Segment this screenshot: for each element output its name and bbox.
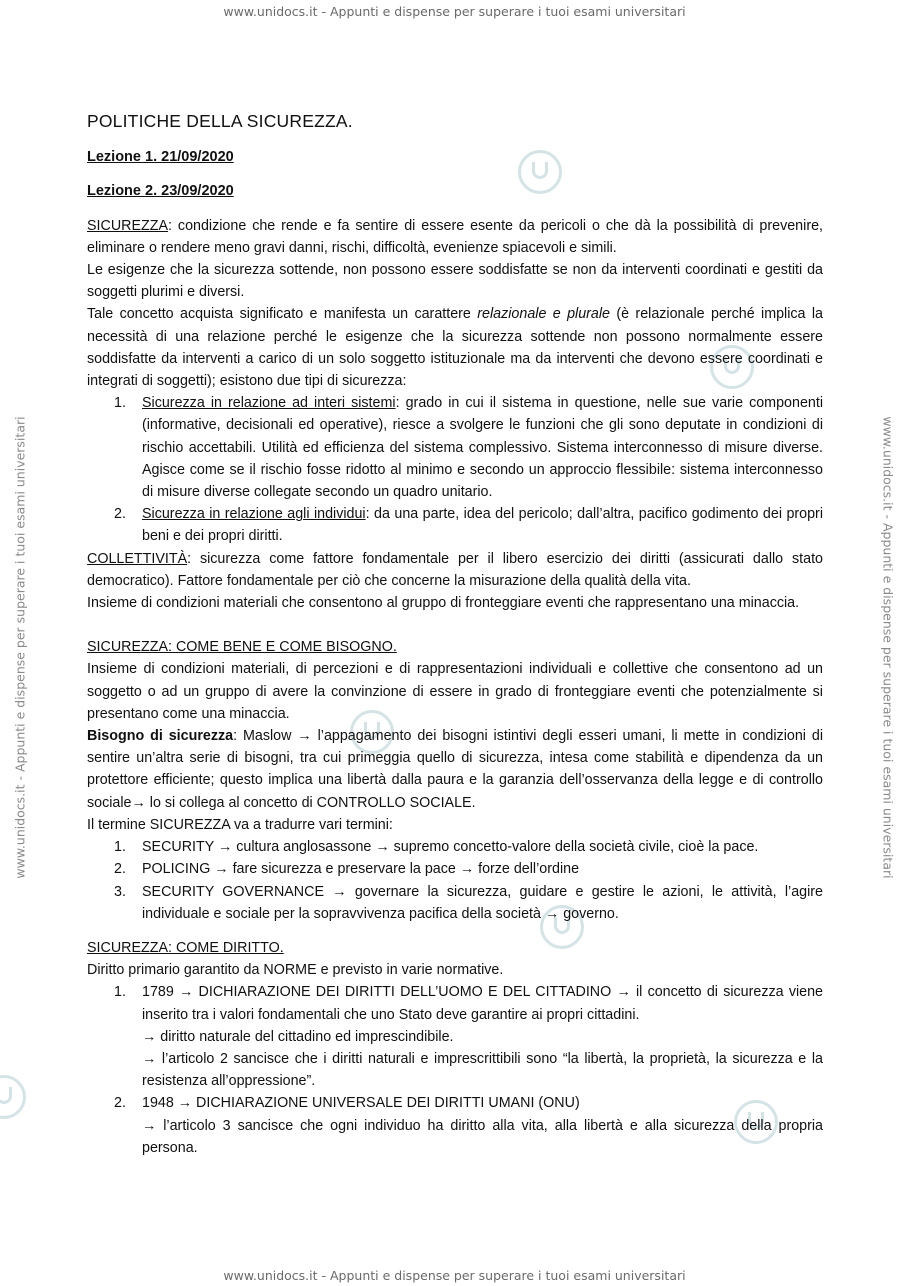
paragraph: Insieme di condizioni materiali, di percezioni e di rappresentazioni individuali e collettive che consentono ad un soggetto o ad un gruppo di avere la convinzione di essere in grado di fronteggiare eventi che potenzialmente si presentano come una minaccia. [87, 661, 823, 722]
list-item: 1. Sicurezza in relazione ad interi sistemi: grado in cui il sistema in questione, nelle sue varie componenti (informative, decisionali ed operative), riesce a svolgere le funzioni che gli sono deputate in condizioni di rischio accettabili. Utilità ed efficienza del sistema complessivo. Sistema interconnesso di misure diverse. Agisce come se il rischio fosse ridotto al minimo e secondo un approccio flessibile: sistema interconnesso di misure diverse collegate secondo un quadro unitario. [114, 395, 823, 501]
document-title: POLITICHE DELLA SICUREZZA. [87, 111, 353, 131]
watermark-right: www.unidocs.it - Appunti e dispense per superare i tuoi esami universitari [880, 416, 896, 879]
paragraph: Il termine SICUREZZA va a tradurre vari termini: [87, 816, 393, 833]
security-types-list [87, 392, 823, 547]
paragraph: Diritto primario garantito da NORME e previsto in varie normative. [87, 962, 504, 979]
list-item: 1. SECURITY → cultura anglosassone → supremo concetto-valore della società civile, cioè la pace. [114, 839, 759, 856]
section-heading: SICUREZZA: COME BENE E COME BISOGNO. [87, 639, 397, 656]
lesson-1-heading: Lezione 1. 21/09/2020 [87, 149, 234, 166]
watermark-bottom: www.unidocs.it - Appunti e dispense per superare i tuoi esami universitari [223, 1268, 686, 1283]
paragraph: Insieme di condizioni materiali che consentono al gruppo di fronteggiare eventi che rappresentano una minaccia. [87, 595, 800, 612]
list-item: 2. 1948 → DICHIARAZIONE UNIVERSALE DEI DIRITTI UMANI (ONU) → l’articolo 3 sancisce che ogni individuo ha diritto alla vita, alla libertà e alla sicurezza della propria persona. [114, 1095, 823, 1156]
paragraph: Tale concetto acquista significato e manifesta un carattere relazionale e plurale (è relazionale perché implica la necessità di una relazione perché le esigenze che la sicurezza sottende non possono normalmente essere soddisfatte da interventi a carico di un solo soggetto istituzionale ma da interventi che devono essere coordinati e integrati di soggetti); esistono due tipi di sicurezza: [87, 306, 823, 390]
list-item: 3. SECURITY GOVERNANCE → governare la sicurezza, guidare e gestire le azioni, le attività, l’agire individuale e sociale per la sopravvivenza pacifica della società → governo. [114, 883, 823, 922]
rights-list [87, 981, 823, 1159]
list-item: 1. 1789 → DICHIARAZIONE DEI DIRITTI DELL’UOMO E DEL CITTADINO → il concetto di sicurezza viene inserito tra i valori fondamentali che uno Stato deve garantire ai propri cittadini. → diritto naturale del cittadino ed imprescindibile. → l’articolo 2 sancisce che i diritti naturali e imprescrittibili sono “la libertà, la proprietà, la sicurezza e la resistenza all’oppressione”. [114, 984, 823, 1090]
term: SICUREZZA [87, 217, 169, 234]
section-heading: SICUREZZA: COME DIRITTO. [87, 939, 284, 956]
definition-paragraph: COLLETTIVITÀ: sicurezza come fattore fondamentale per il libero esercizio dei diritti (assicurati dallo stato democratico). Fattore fondamentale per ciò che concerne la misurazione della qualità della vita. [87, 550, 823, 589]
watermark-top: www.unidocs.it - Appunti e dispense per superare i tuoi esami universitari [223, 4, 686, 19]
lesson-2-heading: Lezione 2. 23/09/2020 [87, 183, 234, 200]
definition-paragraph: SICUREZZA: condizione che rende e fa sentire di essere esente da pericoli o che dà la possibilità di prevenire, eliminare o rendere meno gravi danni, rischi, difficoltà, evenienze spiacevoli e simili. [87, 217, 823, 256]
paragraph: Le esigenze che la sicurezza sottende, non possono essere soddisfatte se non da interventi coordinati e gestiti da soggetti plurimi e diversi. [87, 262, 823, 301]
paragraph: Bisogno di sicurezza: Maslow → l’appagamento dei bisogni istintivi degli esseri umani, li mette in condizioni di sentire un’altra serie di bisogni, tra cui primeggia quello di sicurezza, intesa come stabilità e dipendenza da un protettore efficiente; questo implica una libertà dalla paura e la garanzia dell’osservanza della legge e di controllo sociale→ lo si collega al concetto di CONTROLLO SOCIALE. [87, 728, 824, 811]
terms-list [87, 836, 823, 925]
list-item: 2. Sicurezza in relazione agli individui: da una parte, idea del pericolo; dall’altra, pacifico godimento dei propri beni e dei propri diritti. [114, 506, 823, 545]
watermark-left: www.unidocs.it - Appunti e dispense per superare i tuoi esami universitari [12, 416, 28, 879]
list-item: 2. POLICING → fare sicurezza e preservare la pace → forze dell’ordine [114, 861, 580, 878]
document-body [87, 110, 823, 1159]
unidocs-logo-icon [0, 1075, 26, 1119]
